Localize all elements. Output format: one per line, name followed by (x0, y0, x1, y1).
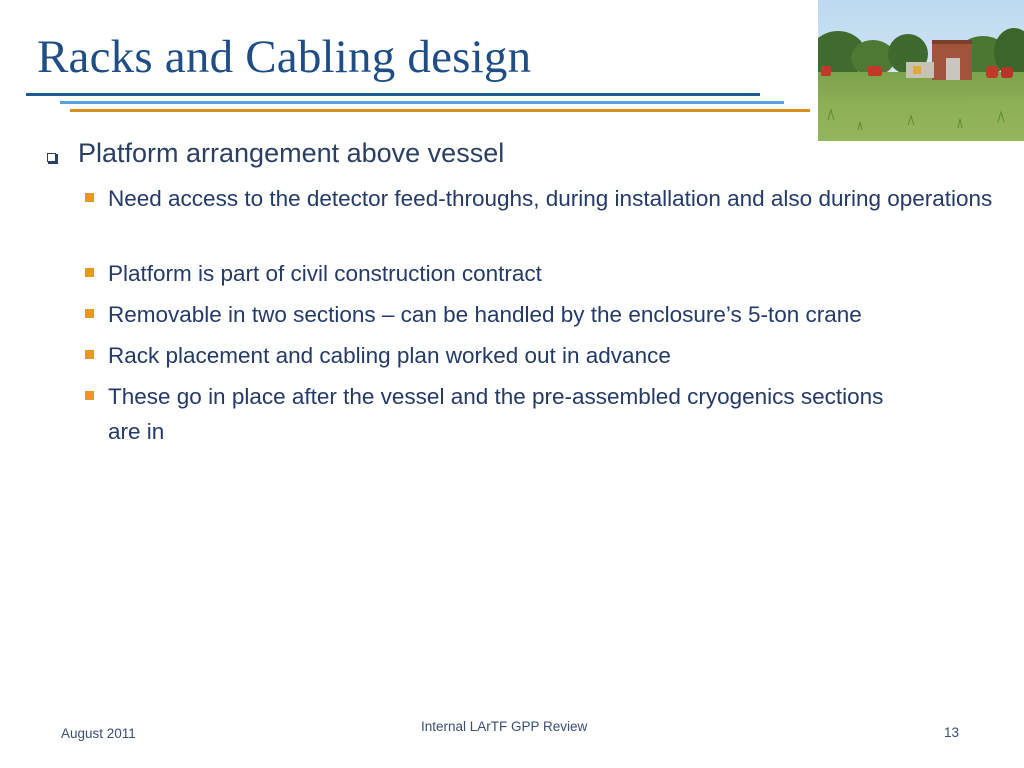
sub-bullet-4: Rack placement and cabling plan worked out in advance (108, 343, 671, 368)
sub-bullet-2: Platform is part of civil construction contract (108, 261, 542, 286)
footer-title: Internal LArTF GPP Review (421, 719, 588, 734)
square-bullet-icon (85, 309, 94, 318)
square-bullet-icon (85, 193, 94, 202)
main-bullet: Platform arrangement above vessel (78, 138, 505, 168)
title-rule-orange (70, 109, 810, 112)
square-bullet-icon (85, 391, 94, 400)
sub-bullet-3: Removable in two sections – can be handled by the enclosure’s 5-ton crane (108, 302, 862, 327)
title-rule-light-blue (60, 101, 784, 104)
square-bullet-icon (85, 350, 94, 359)
page-number: 13 (944, 725, 960, 740)
building-photo (818, 0, 1024, 141)
hollow-square-bullet-icon (47, 153, 56, 162)
square-bullet-icon (85, 268, 94, 277)
footer-date: August 2011 (61, 726, 136, 741)
title-rule-dark-blue (26, 93, 760, 96)
slide-title: Racks and Cabling design (37, 31, 532, 83)
sub-bullet-1: Need access to the detector feed-throughs, during installation and also during operations (108, 186, 993, 211)
sub-bullet-5: These go in place after the vessel and the pre-assembled cryogenics sections are in (108, 384, 884, 444)
building-photo-illustration (818, 0, 1024, 141)
